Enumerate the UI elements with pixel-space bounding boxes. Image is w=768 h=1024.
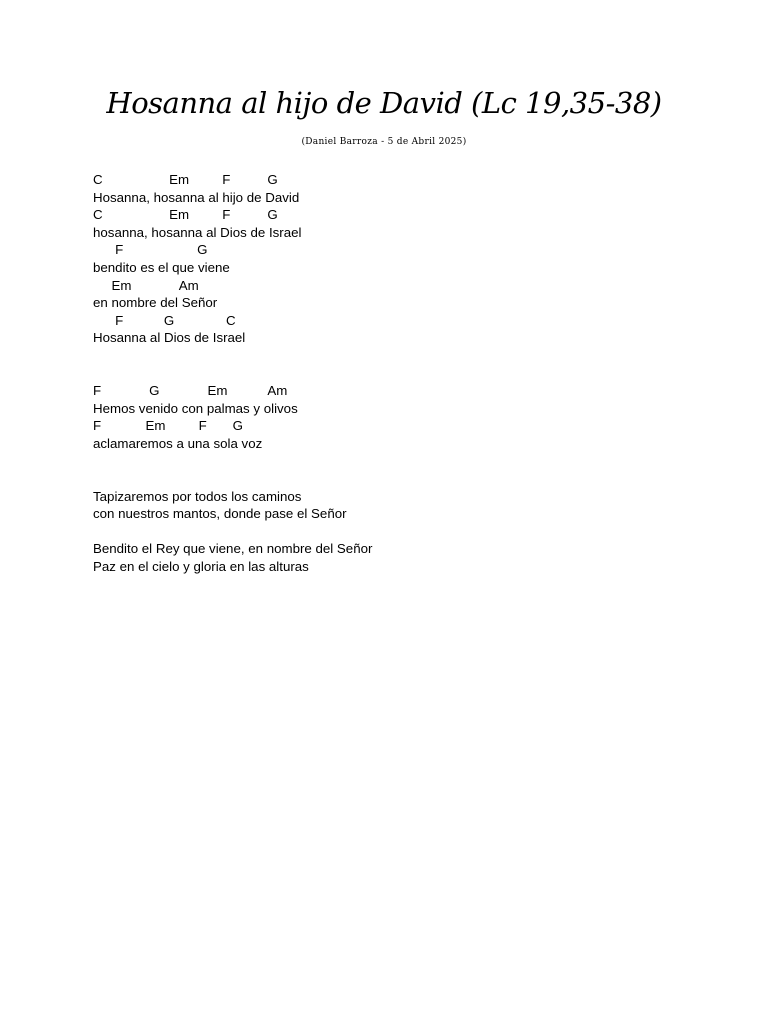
- blank-line: [93, 347, 693, 365]
- lyric-line: aclamaremos a una sola voz: [93, 435, 263, 451]
- blank-line: [93, 470, 693, 488]
- lyric-line: Hosanna al Dios de Israel: [93, 330, 246, 346]
- chord-line: Em Am: [93, 277, 199, 293]
- lyric-line: Hemos venido con palmas y olivos: [93, 400, 298, 416]
- lyric-line: con nuestros mantos, donde pase el Señor: [93, 506, 347, 522]
- blank-line: [93, 365, 693, 383]
- lyric-line: Tapizaremos por todos los caminos: [93, 488, 302, 504]
- lyric-line: Hosanna, hosanna al hijo de David: [93, 189, 300, 205]
- chord-line: F Em F G: [93, 418, 243, 434]
- lyric-line: bendito es el que viene: [93, 259, 230, 275]
- song-title: Hosanna al hijo de David (Lc 19,35-38): [106, 86, 662, 120]
- chord-line: F G C: [93, 312, 236, 328]
- song-author-date: (Daniel Barroza - 5 de Abril 2025): [301, 137, 467, 147]
- blank-line: [93, 523, 693, 541]
- chord-line: F G: [93, 242, 208, 258]
- lyric-line: Paz en el cielo y gloria en las alturas: [93, 559, 309, 575]
- song-body: [93, 171, 693, 576]
- blank-line: [93, 453, 693, 471]
- chord-line: C Em F G: [93, 207, 278, 223]
- lyric-line: en nombre del Señor: [93, 295, 218, 311]
- chord-line: F G Em Am: [93, 383, 288, 399]
- lyric-line: hosanna, hosanna al Dios de Israel: [93, 224, 302, 240]
- lyric-line: Bendito el Rey que viene, en nombre del Señor: [93, 541, 373, 557]
- chord-line: C Em F G: [93, 172, 278, 187]
